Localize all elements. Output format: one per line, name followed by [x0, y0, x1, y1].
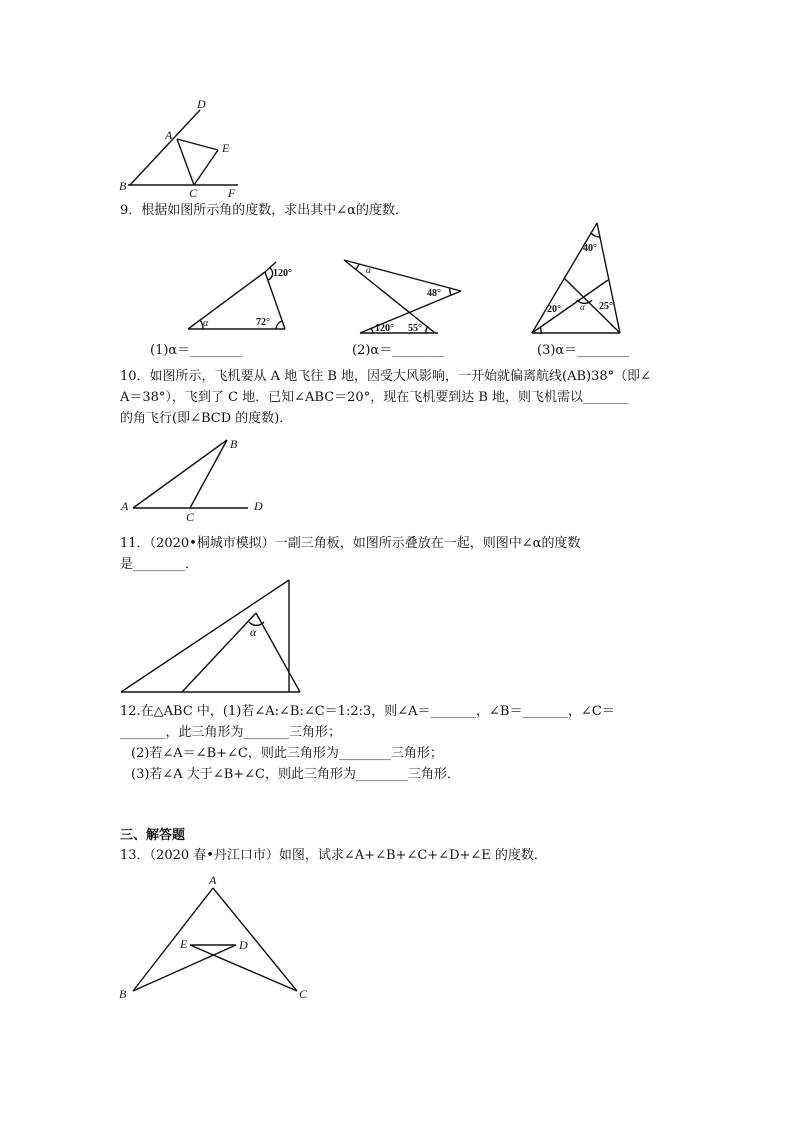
label-D: D — [254, 499, 263, 513]
q12-line3: (2)若∠A＝∠B+∠C，则此三角形为________三角形； — [131, 746, 443, 761]
alpha-3: α — [580, 302, 585, 312]
label-C: C — [189, 186, 198, 200]
label-B: B — [119, 987, 127, 1001]
label-A: A — [121, 499, 129, 513]
label-D: D — [239, 938, 248, 952]
angle-120: 120° — [273, 268, 292, 279]
q11-line1: 11．（2020•桐城市模拟）一副三角板，如图所示叠放在一起，则图中∠α的度数 — [120, 536, 581, 551]
q12-line2: _______，此三角形为_______三角形； — [120, 725, 342, 740]
label-E: E — [180, 937, 188, 951]
angle-48: 48° — [427, 288, 441, 299]
q11-line2: 是________． — [120, 557, 199, 572]
q9-text: 9．根据如图所示角的度数，求出其中∠α的度数． — [120, 203, 408, 218]
q10-line3: 的角飞行(即∠BCD 的度数)． — [120, 411, 293, 426]
alpha-q11: α — [250, 625, 257, 639]
q10-line2: A＝38°），飞到了 C 地．已知∠ABC＝20°，现在飞机要到达 B 地，则飞机需以_______ — [120, 390, 629, 405]
label-B: B — [119, 179, 127, 193]
label-B: B — [230, 437, 238, 451]
angle-25: 25° — [599, 301, 613, 312]
angle-120b: 120° — [375, 323, 394, 334]
q9-answer-1: (1)α＝________ — [150, 343, 243, 358]
q12-line4: (3)若∠A 大于∠B+∠C，则此三角形为________三角形． — [131, 767, 461, 782]
q10-line1: 10．如图所示，飞机要从 A 地飞往 B 地，因受大风影响，一开始就偏离航线(AB)38°（即∠ — [120, 369, 652, 384]
angle-55: 55° — [408, 323, 422, 334]
label-A: A — [165, 128, 173, 142]
label-A: A — [209, 873, 217, 887]
q9-answer-2: (2)α＝________ — [352, 343, 445, 358]
label-C: C — [186, 510, 195, 524]
q9-answer-3: (3)α＝________ — [537, 343, 630, 358]
label-E: E — [222, 141, 230, 155]
angle-72: 72° — [256, 317, 270, 328]
q13-text: 13．（2020 春•丹江口市）如图，试求∠A+∠B+∠C+∠D+∠E 的度数． — [120, 848, 547, 863]
label-D: D — [197, 97, 206, 111]
q12-line1: 12.在△ABC 中，(1)若∠A:∠B:∠C＝1:2:3，则∠A＝_______，∠B＝_______，∠C＝ — [120, 704, 615, 719]
section-title: 三、解答题 — [120, 828, 186, 843]
label-F: F — [228, 186, 236, 200]
angle-40: 40° — [583, 243, 597, 254]
alpha-2: α — [366, 265, 371, 275]
angle-20: 20° — [547, 304, 561, 315]
alpha-1: α — [203, 318, 209, 329]
label-C: C — [299, 987, 308, 1001]
